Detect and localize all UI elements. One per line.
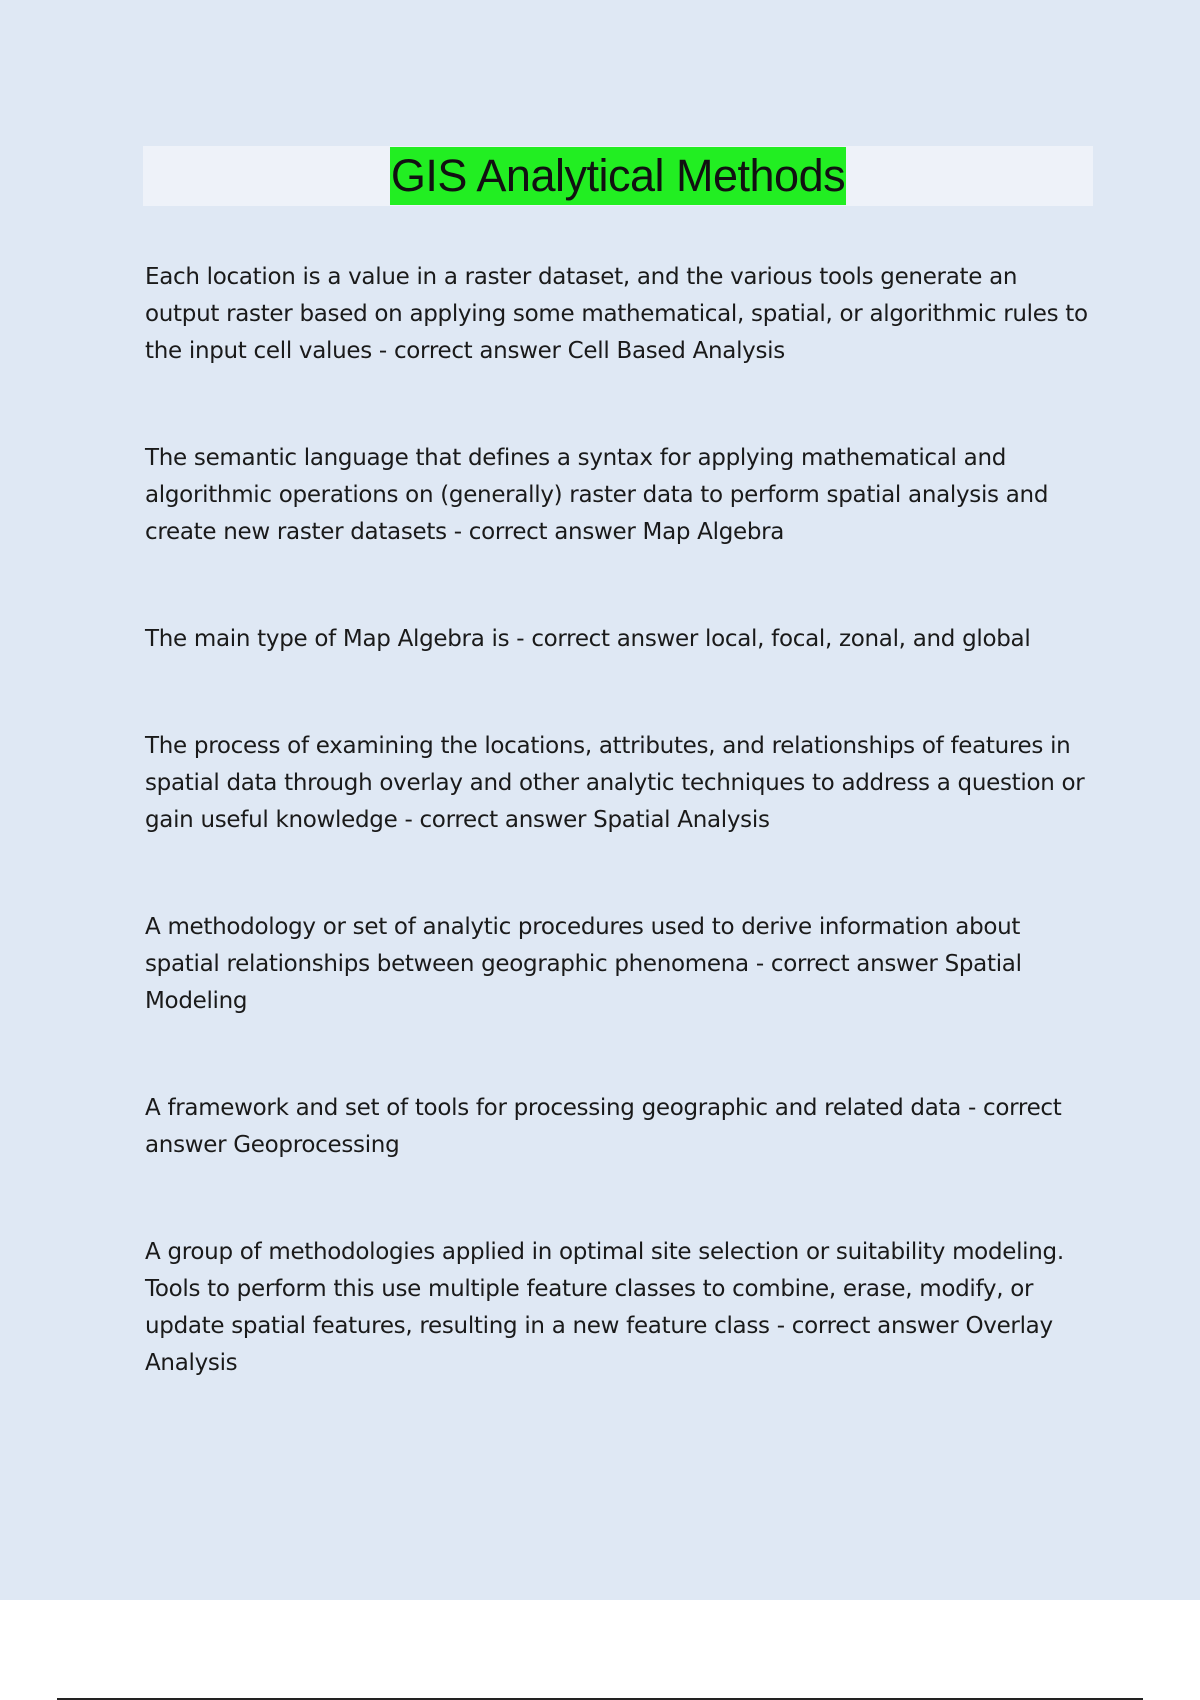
qa-item-geoprocessing: A framework and set of tools for processing geographic and related data - correct answer Geoprocessing <box>145 1095 1062 1158</box>
qa-item-map-algebra-types: The main type of Map Algebra is - correct answer local, focal, zonal, and global <box>145 626 1031 652</box>
qa-list <box>145 259 1095 1382</box>
qa-item-map-algebra: The semantic language that defines a syntax for applying mathematical and algorithmic operations on (generally) raster data to perform spatial analysis and create new raster datasets - correct answer Map Algebra <box>145 445 1049 545</box>
qa-item-cell-based-analysis: Each location is a value in a raster dataset, and the various tools generate an output raster based on applying some mathematical, spatial, or algorithmic rules to the input cell values - correct answer Cell Based Analysis <box>145 264 1088 364</box>
document-title: GIS Analytical Methods <box>390 147 846 205</box>
qa-item-spatial-analysis: The process of examining the locations, attributes, and relationships of features in spatial data through overlay and other analytic techniques to address a question or gain useful knowledge - correct answer Spatial Analysis <box>145 733 1085 833</box>
title-bar <box>143 146 1093 206</box>
qa-item-spatial-modeling: A methodology or set of analytic procedures used to derive information about spatial relationships between geographic phenomena - correct answer Spatial Modeling <box>145 914 1022 1014</box>
qa-item-overlay-analysis: A group of methodologies applied in optimal site selection or suitability modeling. Tools to perform this use multiple feature classes to combine, erase, modify, or update spatial features, resulting in a new feature class - correct answer Overlay Analysis <box>145 1239 1064 1376</box>
